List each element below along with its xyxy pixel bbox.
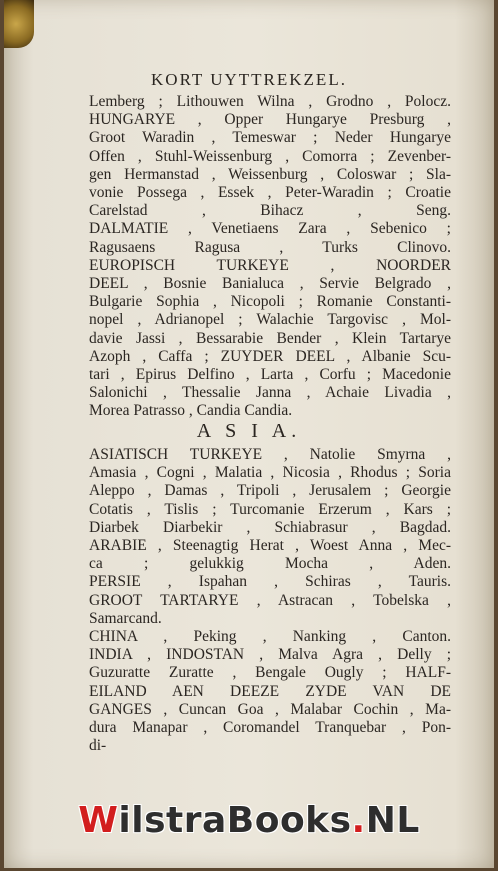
text-line: Offen , Stuhl-Weissenburg , Comorra ; Zevenber- bbox=[89, 147, 451, 165]
text-line: dura Manapar , Coromandel Tranquebar , Pon- bbox=[89, 719, 451, 737]
watermark-name: ilstraBooks bbox=[118, 800, 352, 841]
text-line: ARABIE , Steenagtig Herat , Woest Anna , Mec- bbox=[89, 537, 451, 555]
text-line: Diarbek Diarbekir , Schiabrasur , Bagdad. bbox=[89, 518, 451, 536]
book-clasp-ornament bbox=[4, 0, 34, 48]
text-line: ASIATISCH TURKEYE , Natolie Smyrna , bbox=[89, 446, 451, 463]
text-line: CHINA , Peking , Nanking , Canton. bbox=[89, 628, 451, 646]
text-line: gen Hermanstad , Weissenburg , Coloswar ; Sla- bbox=[89, 165, 451, 183]
watermark-dot: . bbox=[351, 800, 366, 841]
text-line: Aleppo , Damas , Tripoli , Jerusalem ; Georgie bbox=[89, 482, 451, 500]
watermark-suffix: NL bbox=[365, 800, 420, 841]
text-line: DEEL , Bosnie Banialuca , Servie Belgrado , bbox=[89, 275, 451, 293]
text-line: INDIA , INDOSTAN , Malva Agra , Delly ; bbox=[89, 646, 451, 664]
text-line: nopel , Adrianopel ; Walachie Targovisc , Mol- bbox=[89, 311, 451, 329]
text-line: PERSIE , Ispahan , Schiras , Tauris. bbox=[89, 573, 451, 591]
text-line: Salonichi , Thessalie Janna , Achaie Livadia , bbox=[89, 384, 451, 402]
text-line: Samarcand. bbox=[89, 609, 162, 627]
text-line: HUNGARYE , Opper Hungarye Presburg , bbox=[89, 111, 451, 129]
section-title-asia: A S I A. bbox=[196, 420, 302, 442]
text-line: Cotatis , Tislis ; Turcomanie Erzerum , Kars ; bbox=[89, 500, 451, 518]
text-line: Groot Waradin , Temeswar ; Neder Hungarye bbox=[89, 129, 451, 147]
text-line: Ragusaens Ragusa , Turks Clinovo. bbox=[89, 238, 451, 256]
text-line: Morea Patrasso , Candia Candia. bbox=[89, 402, 293, 420]
text-line: EILAND AEN DEEZE ZYDE VAN DE bbox=[89, 682, 451, 700]
text-line: DALMATIE , Venetiaens Zara , Sebenico ; bbox=[89, 220, 451, 238]
text-line: Amasia , Cogni , Malatia , Nicosia , Rhodus ; Soria bbox=[89, 464, 451, 482]
text-line: tari , Epirus Delfino , Larta , Corfu ; Macedonie bbox=[89, 366, 451, 384]
text-line: GANGES , Cuncan Goa , Malabar Cochin , Ma- bbox=[89, 700, 451, 718]
text-line: Lemberg ; Lithouwen Wilna , Grodno , Polocz. bbox=[89, 93, 451, 110]
watermark-logo bbox=[0, 800, 498, 841]
watermark-first-letter: W bbox=[78, 800, 119, 841]
text-line: davie Jassi , Bessarabie Bender , Klein Tartarye bbox=[89, 329, 451, 347]
text-line: ca ; gelukkig Mocha , Aden. bbox=[89, 555, 451, 573]
text-line: Guzuratte Zuratte , Bengale Ougly ; HALF- bbox=[89, 664, 451, 682]
text-line: EUROPISCH TURKEYE , NOORDER bbox=[89, 256, 451, 274]
text-line: di- bbox=[89, 737, 107, 755]
text-line: Azoph , Caffa ; ZUYDER DEEL , Albanie Scu- bbox=[89, 347, 451, 365]
text-line: vonie Possega , Essek , Peter-Waradin ; Croatie bbox=[89, 184, 451, 202]
text-line: Bulgarie Sophia , Nicopoli ; Romanie Constanti- bbox=[89, 293, 451, 311]
text-line: GROOT TARTARYE , Astracan , Tobelska , bbox=[89, 591, 451, 609]
text-block-europe bbox=[89, 93, 451, 421]
running-header: KORT UYTTREKZEL. bbox=[151, 70, 347, 89]
text-block-asia bbox=[89, 446, 451, 755]
text-line: Carelstad , Bihacz , Seng. bbox=[89, 202, 451, 220]
